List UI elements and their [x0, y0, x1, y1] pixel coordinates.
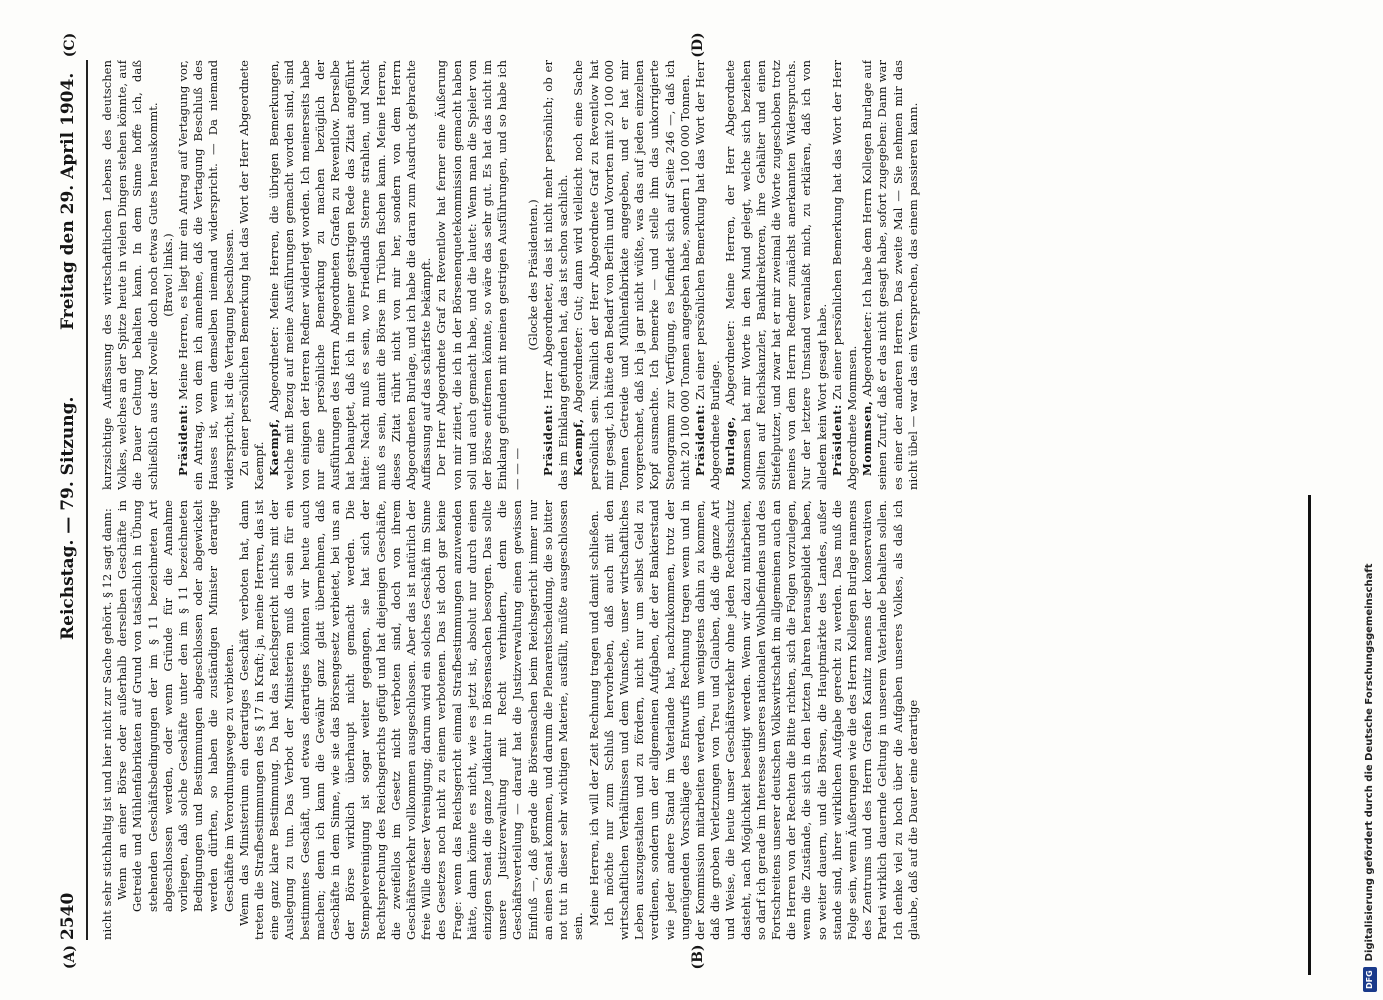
speaker-name: Kaempf,	[571, 418, 586, 476]
paragraph-text: Abgeordneter: Ich habe dem Herrn Kollegen Burlage auf seinen Zuruf, daß er das nicht gesagt habe, sofort zugegeben: Dann war es einer der anderen Herren. Das zweite Mal — Sie nehmen mir das nicht übel — war das ein Versprechen, das einem passieren kann.	[860, 60, 920, 490]
paragraph	[830, 60, 860, 490]
paragraph	[693, 60, 723, 490]
margin-letter-a: (A)	[62, 944, 78, 970]
paragraph	[571, 60, 693, 490]
paragraph-text: kurzsichtige Auffassung des wirtschaftlichen Lebens des deutschen Volkes, welches an der Spitze heute in vielen Dingen stehen könnte, auf die Dauer Geltung behalten kann. In dem Sinne hoffe ich, daß schließlich aus der Novelle doch noch etwas Gutes herauskommt.	[100, 60, 160, 490]
stamp-text	[1363, 8, 1377, 992]
speaker-name: Präsident:	[540, 404, 555, 476]
page-header	[58, 60, 88, 940]
header-date: Freitag den 29. April 1904.	[58, 72, 78, 330]
paragraph-text: (Glocke des Präsidenten.)	[525, 199, 540, 351]
paragraph-text: Herr Abgeordneter, das ist nicht mehr persönlich; ob er das im Einklang gefunden hat, das ist schon sachlich.	[540, 60, 571, 490]
paragraph	[602, 500, 921, 940]
header-title: Reichstag. — 79. Sitzung.	[58, 396, 78, 640]
digitization-stamp	[1363, 8, 1377, 992]
paragraph-text: nicht sehr stichhaltig ist und hier nicht zur Sache gehört. § 12 sagt dann:	[100, 508, 114, 940]
paragraph-text: Zu einer persönlichen Bemerkung hat das Wort der Herr Abgeordnete Burlage.	[692, 60, 723, 490]
stamp-caption: Digitalisierung gefördert durch die Deutsche Forschungsgemeinschaft	[1364, 563, 1375, 962]
speaker-name: Präsident:	[176, 404, 191, 476]
paragraph-text: Wenn das Ministerium ein derartiges Geschäft verboten hat, dann treten die Strafbestimmungen des § 17 in Kraft; ja, meine Herren, das ist eine ganz klare Bestimmung. Da hat das Reichsgericht nichts mit der Auslegung zu tun. Das Verbot der Ministerien muß da sein für ein bestimmtes Geschäft, und etwas derartiges könnten wir heute auch machen; denn ich kann die Gewähr ganz glatt übernehmen, daß Geschäfte in dem Sinne, wie sie das Börsengesetz verbietet, bei uns an der Börse wirklich überhaupt nicht gemacht werden. Die Stempelvereinigung ist sogar weiter gegangen, sie hat sich der Rechtsprechung des Reichsgerichts gefügt und hat diejenigen Geschäfte, die zweifellos im Gesetz nicht verboten sind, doch von ihrem Geschäftsverkehr vollkommen ausgeschlossen. Aber das ist natürlich der freie Wille dieser Vereinigung; darum wird ein solches Geschäft im Sinne des Gesetzes noch nicht zu einem verbotenen. Das ist doch gar keine Frage: wenn das Reichsgericht einmal Strafbestimmungen anzuwenden hätte, dann könnte es nicht, wie es jetzt ist, absolut nur durch einen einzigen Senat die ganze Judikatur in Börsensachen besorgen. Das sollte unsere Justizverwaltung mit Recht verhindern, denn die Geschäftsverteilung — darauf hat die Justizverwaltung einen gewissen Einfluß —, daß gerade die Börsensachen beim Reichsgericht immer nur an einen Senat kommen, und darum die Plenarentscheidung, die so bitter not tut in dieser sehr wichtigen Materie, ausfällt, müßte ausgeschlossen sein.	[236, 500, 586, 940]
speaker-name: Kaempf,	[267, 418, 282, 476]
paragraph	[526, 60, 541, 490]
column-divider	[1308, 495, 1311, 975]
paragraph-text: Ich möchte nur zum Schluß hervorheben, daß auch mit den wirtschaftlichen Verhältnissen und dem Wunsche, unser wirtschaftliches Leben auszugestalten und zu fördern, nicht nur um selbst Geld zu verdienen, sondern um der allgemeinen Aufgaben, der der Bankierstand wie jeder andere Stand im Vaterlande hat, nachzukommen, trotz der ungenügenden Vorschläge des Entwurfs Rechnung tragen wenn und in der Kommission mitarbeiten werden, um wenigstens dahin zu kommen, daß die groben Verletzungen von Treu und Glauben, daß die ganze Art und Weise, die heute unser Geschäftsverkehr ohne jeden Rechtsschutz dasteht, nach Möglichkeit beseitigt werden. Wenn wir dazu mitarbeiten, so darf ich gerade im Interesse unseres nationalen Wohlbefindens und des Fortschreitens unserer deutschen Volkswirtschaft im allgemeinen auch an die Herren von der Rechten die Bitte richten, sich die Folgen vorzulegen, wenn die Zustände, die sich in den letzten Jahren herausgebildet haben, so weiter dauern, und die Börsen, die Hauptmärkte des Landes, außer stande sind, ihrer wirklichen Aufgabe gerecht zu werden. Das muß die Folge sein, wenn Äußerungen wie die des Herrn Kollegen Burlage namens des Zentrums und des Herrn Grafen Kanitz namens der konservativen Partei wirklich dauernde Geltung in unserem Vaterlande behalten sollen. Ich denke viel zu hoch über die Aufgaben unseres Volkes, als daß ich glaube, daß auf die Dauer eine derartige	[601, 500, 920, 940]
header-rule	[86, 60, 88, 940]
speaker-name: Burlage,	[723, 416, 738, 476]
paragraph	[860, 60, 921, 490]
paragraph	[434, 60, 525, 490]
paragraph	[176, 60, 237, 490]
paragraph-text: Meine Herren, es liegt mir ein Antrag auf Vertagung vor, ein Antrag, von dem ich annehme, daß die Vertagung Beschluß des Hauses ist, wenn demselben niemand widerspricht. — Da niemand widerspricht, ist die Vertagung beschlossen.	[176, 60, 236, 490]
paragraph-text: Wenn an einer Börse oder außerhalb derselben Geschäfte in Getreide und Mühlenfabrikaten auf Grund von tatsächlich in Übung stehenden Geschäftsbedingungen der im § 11 bezeichneten Art abgeschlossen werden, oder wenn Gründe für die Annahme vorliegen, daß solche Geschäfte unter den im § 11 bezeichneten Bedingungen und Bestimmungen abgeschlossen oder abgewickelt werden dürften, so haben die zuständigen Minister derartige Geschäfte im Verordnungswege zu verbieten.	[115, 500, 236, 912]
paragraph-text: Der Herr Abgeordnete Graf zu Reventlow hat ferner eine Äußerung von mir zitiert, die ich in der Börsenenquetekommission gemacht haben soll und auch gemacht habe, und die lautet: Wenn man die Spieler von der Börse entfernen könnte, so wäre das sehr gut. Es hat das nicht im Einklang gefunden mit meinen gestrigen Ausführungen, und so habe ich — — —	[434, 60, 525, 490]
paragraph	[237, 500, 587, 940]
page-number: 2540	[58, 892, 78, 940]
paragraph	[723, 60, 829, 490]
left-column	[100, 500, 1290, 940]
paragraph	[100, 500, 115, 940]
margin-letter-d: (D)	[690, 32, 706, 58]
paragraph-text: Zu einer persönlichen Bemerkung hat das Wort der Herr Abgeordnete Kaempf.	[236, 60, 267, 490]
speaker-name: Präsident:	[829, 404, 844, 476]
dfg-logo: DFG	[1363, 967, 1377, 992]
paragraph	[161, 60, 176, 490]
right-column	[100, 60, 1290, 490]
paragraph-text: Abgeordneter: Gut; dann wird vielleicht noch eine Sache persönlich sein. Nämlich der Herr Abgeordnete Graf zu Reventlow hat mir gesagt, ich hätte den Bedarf von Berlin und Vororten mit 20 100 000 Tonnen Getreide und Mühlenfabrikate angegeben, und er hat mir vorgerechnet, daß ich ja gar nicht wüßte, was das auf jeden einzelnen Kopf ausmachte. Ich bemerke — und stelle ihm das unkorrigierte Stenogramm zur Verfügung, es befindet sich auf Seite 246 —, daß ich nicht 20 100 000 Tonnen angegeben habe, sondern 1 100 000 Tonnen.	[571, 60, 692, 490]
paragraph	[587, 500, 602, 940]
paragraph	[541, 60, 571, 490]
paragraph-text: Meine Herren, ich will der Zeit Rechnung tragen und damit schließen.	[586, 510, 601, 926]
speaker-name: Mommsen,	[860, 400, 875, 476]
paragraph	[267, 60, 434, 490]
paragraph	[100, 60, 161, 490]
paragraph-text: Abgeordneter: Meine Herren, der Herr Abgeordnete Mommsen hat mir Worte in den Mund gelegt, welche sich beziehen sollten auf Reichskanzler, Bankdirektoren, ihre Gehälter und einen Stiefelputzer, und zwar hat er mir zweimal die Worte zugeschoben trotz meines von dem Herrn Redner zunächst anerkannten Widerspruchs. Nur der letztere Umstand veranlaßt mich, zu erklären, daß ich von alledem kein Wort gesagt habe.	[723, 60, 829, 490]
speaker-name: Präsident:	[692, 404, 707, 476]
margin-letter-c: (C)	[62, 32, 78, 58]
paragraph-text: Abgeordneter: Meine Herren, die übrigen Bemerkungen, welche mit Bezug auf meine Ausführungen gemacht worden sind, sind von einigen der Herren Redner widerlegt worden. Ich meinerseits habe nur eine persönliche Bemerkung zu machen bezüglich der Ausführungen des Herrn Abgeordneten Grafen zu Reventlow. Derselbe hat behauptet, daß ich in meiner gestrigen Rede das Zitat angeführt hätte: Nacht muß es sein, wo Friedlands Sterne strahlen, und Nacht muß es sein, damit die Börse im Trüben fischen kann. Meine Herren, dieses Zitat rührt nicht von mir her, sondern von dem Herrn Abgeordneten Burlage, und ich habe die daran zum Ausdruck gebrachte Auffassung auf das schärfste bekämpft.	[267, 60, 434, 490]
margin-letter-b: (B)	[690, 944, 706, 970]
paragraph-text: (Bravo! links.)	[160, 233, 175, 317]
paragraph-text: Zu einer persönlichen Bemerkung hat das Wort der Herr Abgeordnete Mommsen.	[829, 60, 859, 490]
paragraph	[115, 500, 237, 912]
paragraph	[237, 60, 267, 490]
